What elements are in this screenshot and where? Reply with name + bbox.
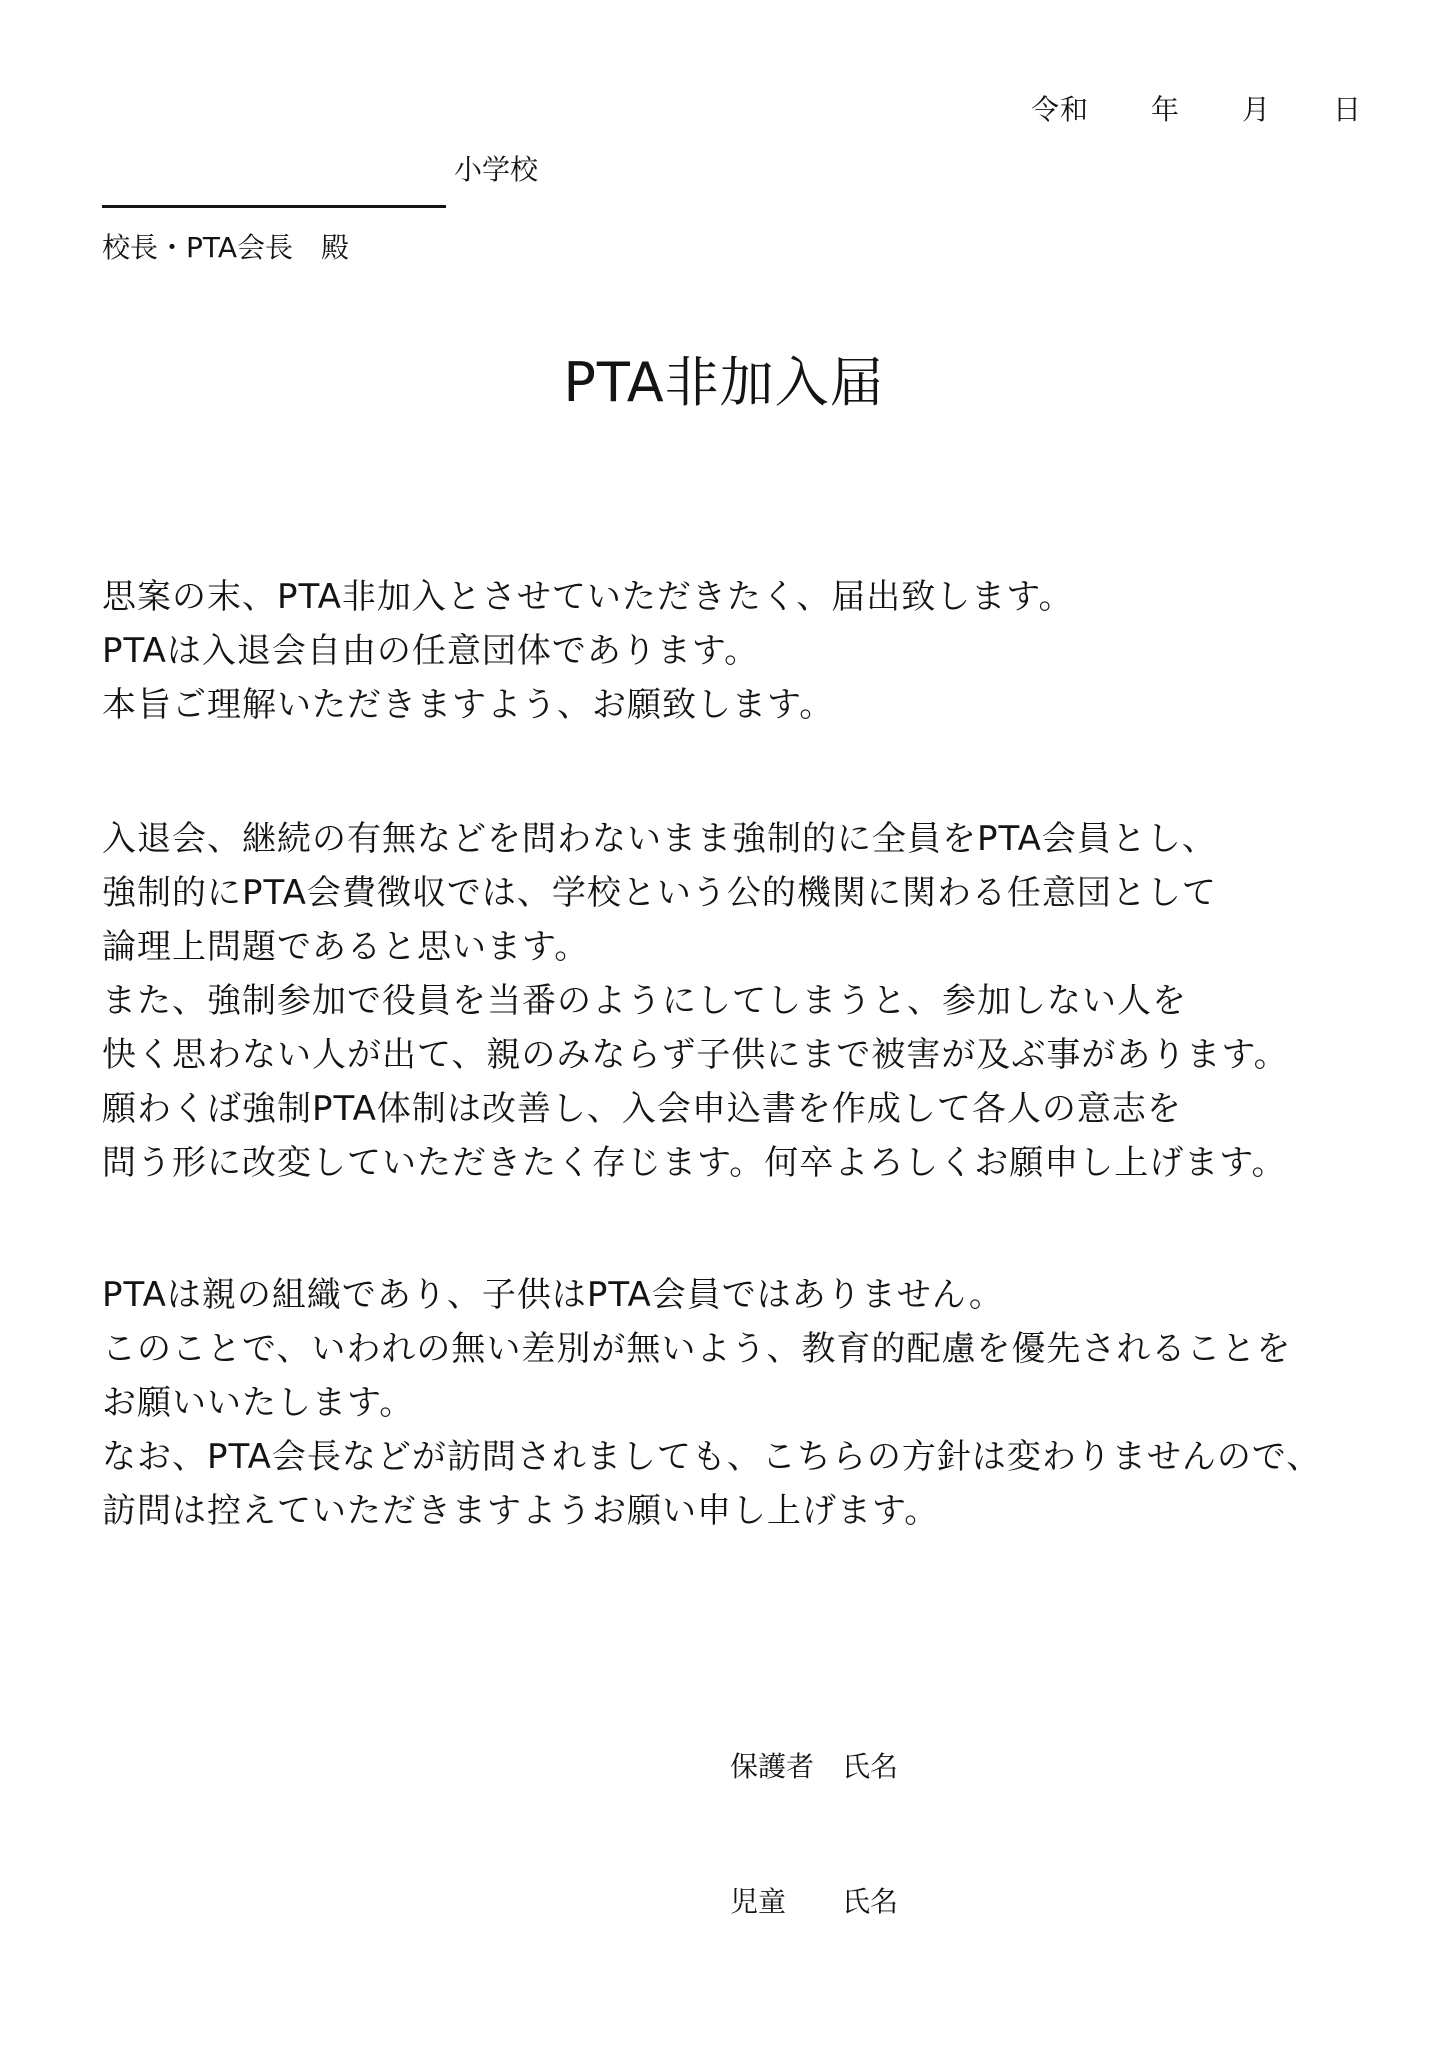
paragraph-line: 論理上問題であると思います。: [102, 927, 590, 967]
paragraph-line: 快く思わない人が出て、親のみならず子供にまで被害が及ぶ事があります。: [102, 1035, 1289, 1075]
paragraph-line: PTAは親の組織であり、子供はPTA会員ではありません。: [102, 1275, 1004, 1315]
paragraph-line: お願いいたします。: [102, 1383, 415, 1423]
paragraph-2: [102, 812, 1382, 1190]
paragraph-line: 強制的にPTA会費徴収では、学校という公的機関に関わる任意団として: [102, 873, 1217, 913]
paragraph-line: 思案の末、PTA非加入とさせていただきたく、届出致します。: [102, 577, 1074, 617]
paragraph-line: なお、PTA会長などが訪問されましても、こちらの方針は変わりませんので、: [102, 1437, 1322, 1477]
date-month: 月: [1241, 93, 1271, 126]
paragraph-line: PTAは入退会自由の任意団体であります。: [102, 631, 760, 671]
paragraph-line: 本旨ご理解いただきますよう、お願致します。: [102, 685, 835, 725]
guardian-name-label: 保護者 氏名: [730, 1750, 899, 1783]
paragraph-line: 問う形に改変していただきたく存じます。何卒よろしくお願申し上げます。: [102, 1143, 1287, 1183]
date-row: [1031, 88, 1362, 128]
child-name-label: 児童 氏名: [730, 1885, 899, 1918]
paragraph-line: 願わくば強制PTA体制は改善し、入会申込書を作成して各人の意志を: [102, 1089, 1182, 1129]
addressee-recipients: 校長・PTA会長 殿: [102, 231, 349, 264]
paragraph-line: 訪問は控えていただきますようお願い申し上げます。: [102, 1491, 940, 1531]
paragraph-line: 入退会、継続の有無などを問わないまま強制的に全員をPTA会員とし、: [102, 819, 1217, 859]
paragraph-line: このことで、いわれの無い差別が無いよう、教育的配慮を優先されることを: [102, 1329, 1292, 1369]
date-year: 年: [1150, 93, 1180, 126]
school-name-field: [102, 148, 538, 208]
school-name-blank[interactable]: [102, 155, 446, 208]
date-era: 令和: [1030, 93, 1089, 126]
paragraph-3: [102, 1268, 1382, 1538]
date-day: 日: [1332, 93, 1362, 126]
paragraph-1: [102, 570, 1382, 732]
document-title: PTA非加入届: [563, 351, 885, 414]
paragraph-line: また、強制参加で役員を当番のようにしてしまうと、参加しない人を: [102, 981, 1187, 1021]
school-suffix: 小学校: [454, 153, 539, 186]
